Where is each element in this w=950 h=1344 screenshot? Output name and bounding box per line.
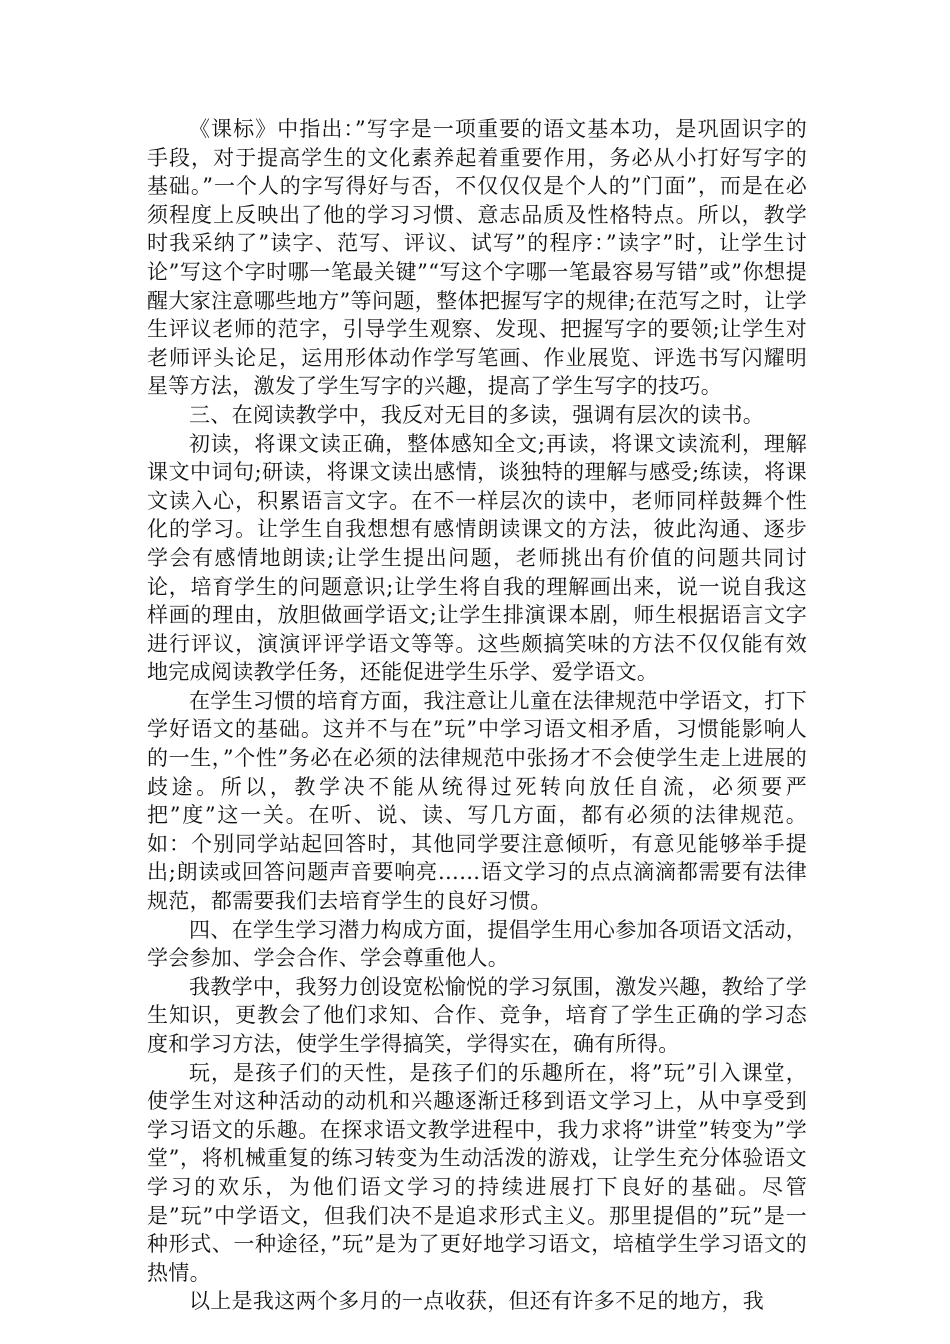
paragraph-ability-heading: 四、在学生学习潜力构成方面，提倡学生用心参加各项语文活动，学会参加、学会合作、学会尊重他人。 bbox=[147, 917, 807, 971]
paragraph-habits: 在学生习惯的培育方面，我注意让儿童在法律规范中学语文，打下学好语文的基础。这并不与在”玩”中学习语文相矛盾，习惯能影响人的一生，”个性”务必在必须的法律规范中张扬才不会使学生走上进展的歧途。所以，教学决不能从统得过死转向放任自流，必须要严把”度”这一关。在听、说、读、写几方面，都有必须的法律规范。如：个别同学站起回答时，其他同学要注意倾听，有意见能够举手提出;朗读或回答问题声音要响亮……语文学习的点点滴滴都需要有法律规范，都需要我们去培育学生的良好习惯。 bbox=[147, 688, 807, 914]
paragraph-play: 玩，是孩子们的天性，是孩子们的乐趣所在，将”玩”引入课堂，使学生对这种活动的动机和兴趣逐渐迁移到语文学习上，从中享受到学习语文的乐趣。在探求语文教学进程中，我力求将”讲堂”转变为”学堂”，将机械重复的练习转变为生动活泼的游戏，让学生充分体验语文学习的欢乐，为他们语文学习的持续进展打下良好的基础。尽管是”玩”中学语文，但我们决不是追求形式主义。那里提倡的”玩”是一种形式、一种途径，”玩”是为了更好地学习语文，培植学生学习语文的热情。 bbox=[147, 1060, 807, 1285]
document-page bbox=[147, 115, 807, 1316]
paragraph-reading-levels: 初读，将课文读正确，整体感知全文;再读，将课文读流利，理解课文中词句;研读，将课文读出感情，谈独特的理解与感受;练读，将课文读入心，积累语言文字。在不一样层次的读中，老师同样鼓舞个性化的学习。让学生自我想想有感情朗读课文的方法，彼此沟通、逐步学会有感情地朗读;让学生提出问题，老师挑出有价值的问题共同讨论，培育学生的问题意识;让学生将自我的理解画出来，说一说自我这样画的理由，放胆做画学语文;让学生排演课本剧，师生根据语言文字进行评议，演演评评学语文等等。这些颇搞笑味的方法不仅仅能有效地完成阅读教学任务，还能促进学生乐学、爱学语文。 bbox=[147, 431, 807, 685]
paragraph-conclusion: 以上是我这两个多月的一点收获，但还有许多不足的地方，我 bbox=[189, 1289, 765, 1314]
paragraph-writing-practice: 《课标》中指出：”写字是一项重要的语文基本功，是巩固识字的手段，对于提高学生的文化素养起着重要作用，务必从小打好写字的基础。”一个人的字写得好与否，不仅仅仅是个人的”门面”，而是在必须程度上反映出了他的学习习惯、意志品质及性格特点。所以，教学时我采纳了”读字、范写、评议、试写”的程序：”读字”时，让学生讨论”写这个字时哪一笔最关键”“写这个字哪一笔最容易写错”或”你想提醒大家注意哪些地方”等问题，整体把握写字的规律;在范写之时，让学生评议老师的范字，引导学生观察、发现、把握写字的要领;让学生对老师评头论足，运用形体动作学写笔画、作业展览、评选书写闪耀明星等方法，激发了学生写字的兴趣，提高了学生写字的技巧。 bbox=[147, 117, 807, 399]
paragraph-reading-heading: 三、在阅读教学中，我反对无目的多读，强调有层次的读书。 bbox=[189, 402, 765, 427]
paragraph-atmosphere: 我教学中，我努力创设宽松愉悦的学习氛围，激发兴趣，教给了学生知识，更教会了他们求知、合作、竞争，培育了学生正确的学习态度和学习方法，使学生学得搞笑，学得实在，确有所得。 bbox=[147, 974, 807, 1056]
